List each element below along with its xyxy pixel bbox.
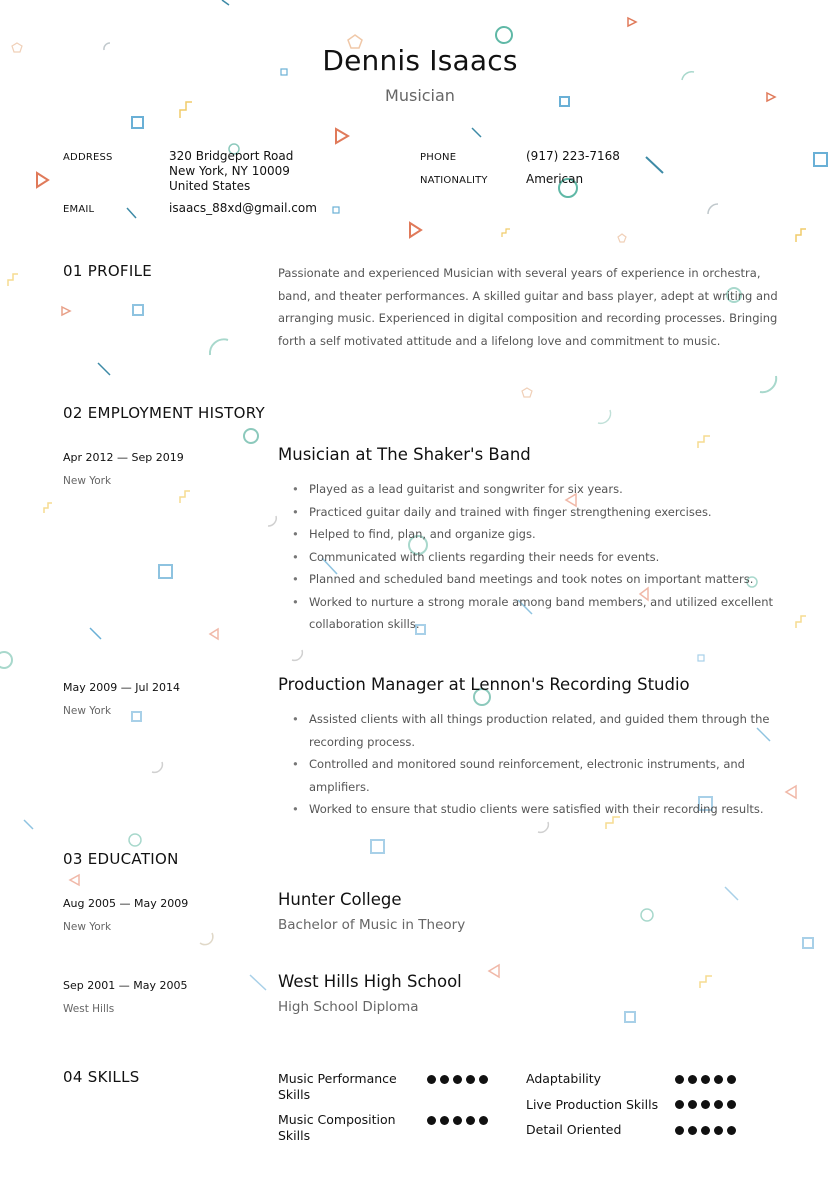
skill-name: Detail Oriented (526, 1122, 622, 1137)
address-value (169, 149, 293, 194)
list-item: • Helped to find, plan, and organize gigs. (292, 523, 787, 546)
degree: High School Diploma (278, 999, 419, 1015)
rating-dot (688, 1126, 697, 1135)
rating-dot (427, 1075, 436, 1084)
skill-name: Music Performance Skills (278, 1071, 397, 1102)
list-item: • Planned and scheduled band meetings and took notes on important matters. (292, 568, 787, 591)
education-dates: Aug 2005 — May 2009 (63, 897, 189, 910)
rating-dot (675, 1075, 684, 1084)
job-bullets (292, 708, 787, 821)
rating-dot (688, 1075, 697, 1084)
school-name: Hunter College (278, 890, 402, 909)
job-title: Production Manager at Lennon's Recording Studio (278, 675, 690, 694)
rating-dot (479, 1075, 488, 1084)
rating-dot (714, 1100, 723, 1109)
rating-dot (675, 1100, 684, 1109)
rating-dot (453, 1075, 462, 1084)
rating-dot (440, 1116, 449, 1125)
nationality-label: NATIONALITY (420, 175, 488, 186)
skill-rating (675, 1100, 736, 1109)
school-name: West Hills High School (278, 972, 462, 991)
address-label: ADDRESS (63, 152, 113, 163)
skill-name: Live Production Skills (526, 1097, 659, 1112)
section-heading-education: 03 EDUCATION (63, 850, 179, 868)
address-line: United States (169, 179, 251, 193)
rating-dot (701, 1075, 710, 1084)
section-heading-employment: 02 EMPLOYMENT HISTORY (63, 404, 265, 422)
phone-value: (917) 223-7168 (526, 149, 620, 163)
skill-rating (675, 1126, 736, 1135)
nationality-value: American (526, 172, 584, 186)
profile-text: Passionate and experienced Musician with several years of experience in orchestra, band, and theater performances. A skilled guitar and bass player, adept at writing and arranging music. Experienced in digital composition and recording processes. Bringing forth a self motivated attitude and a lifelong love and commitment to music. (278, 266, 778, 348)
rating-dot (688, 1100, 697, 1109)
list-item: • Controlled and monitored sound reinforcement, electronic instruments, and amplifiers. (292, 753, 787, 798)
candidate-title: Musician (385, 86, 455, 105)
education-dates: Sep 2001 — May 2005 (63, 979, 188, 992)
rating-dot (466, 1075, 475, 1084)
rating-dot (466, 1116, 475, 1125)
skill-rating (427, 1075, 488, 1084)
phone-label: PHONE (420, 152, 457, 163)
rating-dot (675, 1126, 684, 1135)
rating-dot (427, 1116, 436, 1125)
job-dates: Apr 2012 — Sep 2019 (63, 451, 184, 464)
job-dates: May 2009 — Jul 2014 (63, 681, 180, 694)
list-item: • Played as a lead guitarist and songwriter for six years. (292, 478, 787, 501)
rating-dot (440, 1075, 449, 1084)
rating-dot (714, 1126, 723, 1135)
email-label: EMAIL (63, 204, 95, 215)
candidate-name: Dennis Isaacs (322, 44, 518, 77)
skill-rating (427, 1116, 488, 1125)
job-bullets (292, 478, 787, 636)
skill-name: Adaptability (526, 1071, 602, 1086)
address-line: 320 Bridgeport Road (169, 149, 294, 163)
list-item: • Assisted clients with all things production related, and guided them through the recording process. (292, 708, 787, 753)
section-heading-profile: 01 PROFILE (63, 262, 153, 280)
rating-dot (727, 1100, 736, 1109)
rating-dot (727, 1075, 736, 1084)
rating-dot (701, 1126, 710, 1135)
address-line: New York, NY 10009 (169, 164, 290, 178)
list-item: • Worked to nurture a strong morale among band members, and utilized excellent collaboration skills. (292, 591, 787, 636)
section-heading-skills: 04 SKILLS (63, 1068, 140, 1086)
rating-dot (479, 1116, 488, 1125)
list-item: • Worked to ensure that studio clients were satisfied with their recording results. (292, 798, 787, 821)
job-title: Musician at The Shaker's Band (278, 445, 531, 464)
email-value[interactable]: isaacs_88xd@gmail.com (169, 201, 317, 215)
education-location: West Hills (63, 1003, 115, 1015)
skill-name: Music Composition Skills (278, 1112, 396, 1143)
rating-dot (453, 1116, 462, 1125)
list-item: • Communicated with clients regarding their needs for events. (292, 546, 787, 569)
skill-rating (675, 1075, 736, 1084)
degree: Bachelor of Music in Theory (278, 917, 466, 933)
rating-dot (701, 1100, 710, 1109)
job-location: New York (63, 475, 112, 487)
list-item: • Practiced guitar daily and trained with finger strengthening exercises. (292, 501, 787, 524)
education-location: New York (63, 921, 112, 933)
job-location: New York (63, 705, 112, 717)
rating-dot (727, 1126, 736, 1135)
rating-dot (714, 1075, 723, 1084)
